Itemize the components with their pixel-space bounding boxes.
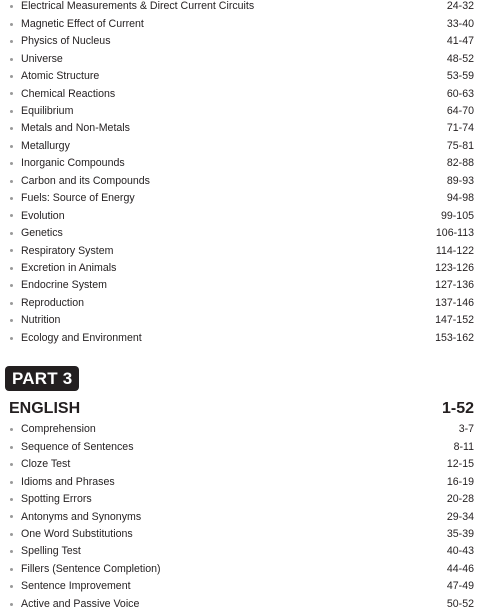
toc-entry-pages: 71-74 [446,122,474,135]
toc-entry-pages: 44-46 [446,562,474,575]
bullet-icon [10,481,13,484]
bullet-icon [10,533,13,536]
toc-entry-title: Respiratory System [21,244,114,257]
toc-entry-pages: 99-105 [441,209,474,222]
toc-entry-pages: 47-49 [446,580,474,593]
toc-entry-pages: 89-93 [446,174,474,187]
toc-entry-title: Excretion in Animals [21,261,117,274]
toc-entry [0,15,480,32]
toc-entry [0,85,480,102]
toc-entry [0,190,480,207]
toc-entry [0,595,480,612]
toc-entry [0,103,480,120]
toc-entry-title: Spotting Errors [21,493,92,506]
toc-entry-pages: 20-28 [446,493,474,506]
toc-entry-title: Inorganic Compounds [21,157,125,170]
bullet-icon [10,585,13,588]
bullet-icon [10,463,13,466]
toc-entry [0,242,480,259]
toc-entry-title: Electrical Measurements & Direct Current Circuits [21,0,255,13]
toc-entry [0,491,480,508]
toc-entry [0,138,480,155]
toc-entry-title: Ecology and Environment [21,331,142,344]
toc-entry [0,543,480,560]
bullet-icon [10,232,13,235]
toc-entry [0,526,480,543]
toc-entry-pages: 123-126 [435,261,474,274]
bullet-icon [10,92,13,95]
bullet-icon [10,284,13,287]
toc-entry-title: Physics of Nucleus [21,35,111,48]
section-title: ENGLISH [9,400,81,417]
bullet-icon [10,249,13,252]
bullet-icon [10,58,13,61]
toc-entry [0,561,480,578]
bullet-icon [10,75,13,78]
toc-entry [0,50,480,67]
bullet-icon [10,267,13,270]
toc-entry-title: Active and Passive Voice [21,597,140,610]
toc-entry-pages: 48-52 [446,52,474,65]
bullet-icon [10,162,13,165]
toc-list-english [0,421,480,613]
toc-entry-title: Equilibrium [21,105,74,118]
toc-entry-title: Fillers (Sentence Completion) [21,562,161,575]
toc-entry-title: Antonyms and Synonyms [21,510,142,523]
bullet-icon [10,40,13,43]
bullet-icon [10,214,13,217]
bullet-icon [10,110,13,113]
toc-entry-pages: 53-59 [446,70,474,83]
toc-entry [0,456,480,473]
toc-entry-pages: 24-32 [446,0,474,13]
toc-entry-title: Sentence Improvement [21,580,131,593]
bullet-icon [10,428,13,431]
toc-entry-title: Carbon and its Compounds [21,174,150,187]
toc-entry-pages: 106-113 [435,227,474,240]
bullet-icon [10,550,13,553]
bullet-icon [10,5,13,8]
toc-entry-pages: 64-70 [446,105,474,118]
toc-entry-title: Reproduction [21,296,85,309]
part-badge: PART 3 [5,366,79,391]
toc-entry [0,294,480,311]
toc-entry-pages: 3-7 [458,423,474,436]
toc-entry-pages: 94-98 [446,192,474,205]
toc-entry [0,473,480,490]
toc-entry [0,68,480,85]
toc-entry-pages: 60-63 [446,87,474,100]
toc-entry-title: One Word Substitutions [21,528,133,541]
toc-entry-pages: 75-81 [446,139,474,152]
toc-entry-title: Endocrine System [21,279,107,292]
bullet-icon [10,446,13,449]
toc-entry-pages: 114-122 [435,244,474,257]
toc-entry-title: Evolution [21,209,65,222]
toc-entry-pages: 12-15 [446,458,474,471]
bullet-icon [10,145,13,148]
toc-entry-pages: 147-152 [435,314,474,327]
toc-entry [0,312,480,329]
toc-entry [0,120,480,137]
toc-entry-pages: 40-43 [446,545,474,558]
bullet-icon [10,180,13,183]
toc-entry-pages: 127-136 [435,279,474,292]
toc-entry-pages: 16-19 [446,475,474,488]
toc-entry [0,0,480,15]
toc-entry-title: Atomic Structure [21,70,100,83]
toc-entry-title: Cloze Test [21,458,71,471]
toc-entry-title: Nutrition [21,314,61,327]
toc-entry-title: Universe [21,52,63,65]
toc-entry-pages: 50-52 [446,597,474,610]
bullet-icon [10,197,13,200]
bullet-icon [10,127,13,130]
toc-entry-pages: 41-47 [446,35,474,48]
toc-entry [0,172,480,189]
section-page-range: 1-52 [441,400,474,417]
toc-entry [0,421,480,438]
toc-entry [0,508,480,525]
toc-entry-title: Metals and Non-Metals [21,122,130,135]
toc-entry-title: Sequence of Sentences [21,440,134,453]
toc-entry-pages: 82-88 [446,157,474,170]
bullet-icon [10,498,13,501]
toc-entry-title: Genetics [21,227,63,240]
toc-entry-title: Magnetic Effect of Current [21,17,144,30]
toc-entry-title: Idioms and Phrases [21,475,115,488]
bullet-icon [10,568,13,571]
toc-entry [0,329,480,346]
toc-entry-title: Metallurgy [21,139,70,152]
toc-entry [0,578,480,595]
toc-entry-title: Chemical Reactions [21,87,116,100]
bullet-icon [10,515,13,518]
toc-entry-pages: 35-39 [446,528,474,541]
toc-entry-pages: 137-146 [435,296,474,309]
section-header-english [9,398,474,420]
bullet-icon [10,603,13,606]
toc-entry [0,207,480,224]
toc-entry [0,33,480,50]
toc-entry [0,155,480,172]
toc-entry-pages: 8-11 [453,440,474,453]
bullet-icon [10,23,13,26]
toc-entry-pages: 33-40 [446,17,474,30]
toc-entry [0,225,480,242]
bullet-icon [10,337,13,340]
bullet-icon [10,302,13,305]
toc-entry [0,277,480,294]
toc-entry [0,438,480,455]
toc-entry-title: Comprehension [21,423,96,436]
toc-entry-title: Spelling Test [21,545,81,558]
toc-entry-pages: 29-34 [446,510,474,523]
toc-entry-title: Fuels: Source of Energy [21,192,135,205]
toc-entry [0,260,480,277]
bullet-icon [10,319,13,322]
toc-entry-pages: 153-162 [435,331,474,344]
